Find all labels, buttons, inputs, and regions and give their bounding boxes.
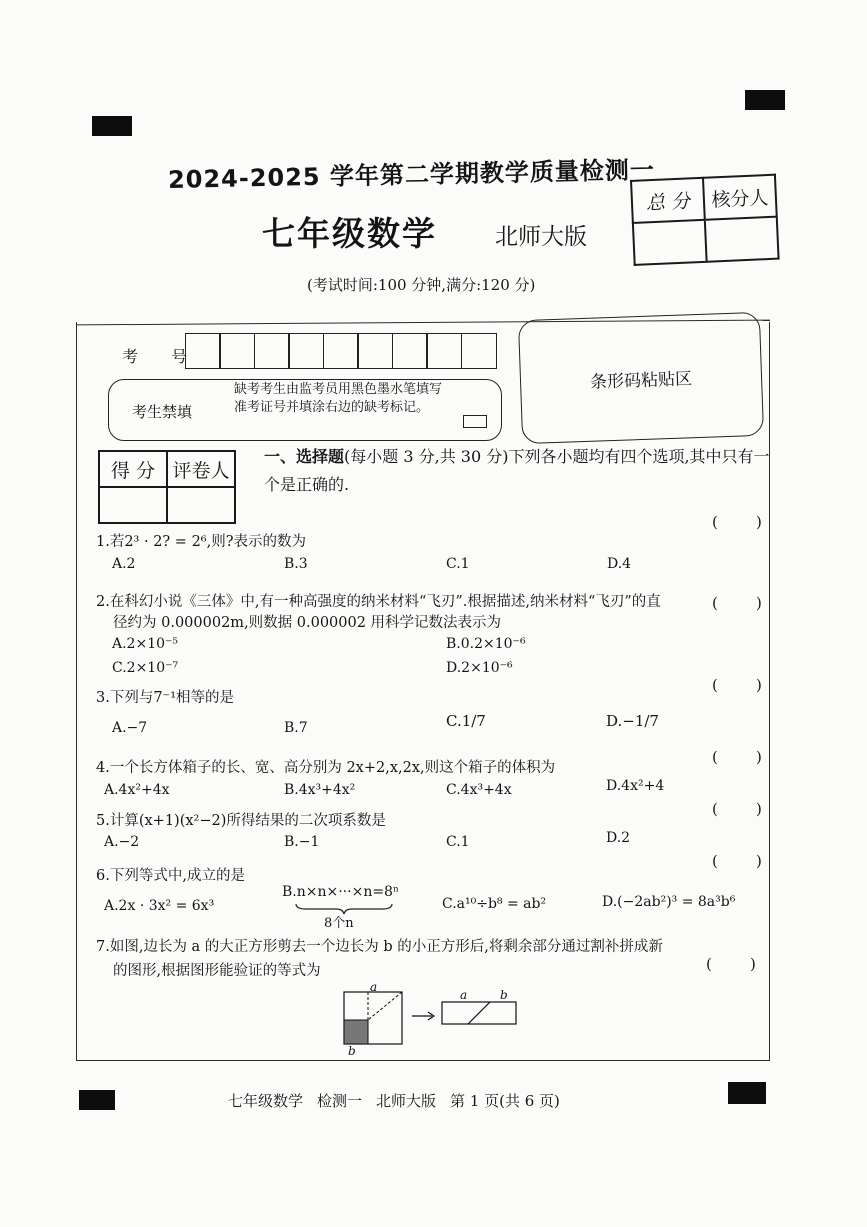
q4-option-a: A.4x²+4x: [104, 782, 170, 798]
exam-title: 2024-2025 学年第二学期教学质量检测一: [167, 155, 656, 194]
section-score-table: [98, 450, 236, 524]
question-2-stem-cont: 径约为 0.000002m,则数据 0.000002 用科学记数法表示为: [113, 615, 502, 631]
q5-option-d: D.2: [606, 830, 631, 846]
barcode-label: 条形码粘贴区: [589, 368, 693, 393]
digit-box[interactable]: [323, 333, 359, 369]
answer-paren-2[interactable]: ( ): [712, 594, 762, 612]
section-score-cell[interactable]: [99, 487, 167, 523]
question-5-stem: 5.计算(x+1)(x²−2)所得结果的二次项系数是: [96, 813, 386, 829]
q6-option-c: C.a¹⁰÷b⁸ = ab²: [442, 896, 547, 912]
q3-option-b: B.7: [284, 720, 308, 736]
registration-mark-top-right: [745, 90, 785, 110]
footer-edition: 北师大版: [376, 1092, 437, 1110]
digit-box[interactable]: [288, 333, 324, 369]
registration-mark-bottom-left: [79, 1090, 115, 1110]
subject-title: 七年级数学: [262, 214, 437, 253]
q5-option-b: B.−1: [284, 834, 320, 850]
question-3-stem: 3.下列与7⁻¹相等的是: [96, 690, 235, 706]
exam-number-label: 考 号: [122, 347, 202, 366]
q1-option-b: B.3: [284, 556, 308, 572]
barcode-area: [518, 312, 764, 444]
q1-option-d: D.4: [607, 556, 632, 572]
q2-option-a: A.2×10⁻⁵: [112, 636, 179, 652]
fig2-label-a: a: [460, 988, 468, 1002]
footer-page: 第 1 页(共 6 页): [450, 1092, 560, 1110]
answer-paren-7[interactable]: ( ): [706, 955, 756, 973]
exam-number-boxes[interactable]: [186, 333, 497, 369]
q1-option-a: A.2: [112, 556, 136, 572]
q6-option-a: A.2x · 3x² = 6x³: [104, 898, 215, 914]
absent-label: 考生禁填: [132, 403, 193, 421]
section-score-header: 得 分: [99, 451, 167, 487]
q6-option-d: D.(−2ab²)³ = 8a³b⁶: [602, 894, 736, 910]
registration-mark-bottom-right: [728, 1082, 766, 1104]
q4-option-d: D.4x²+4: [606, 778, 665, 794]
q6-option-b-under: 8个n: [324, 916, 354, 931]
q5-option-a: A.−2: [104, 834, 140, 850]
fig-label-a: a: [370, 980, 378, 994]
question-7-stem: 7.如图,边长为 a 的大正方形剪去一个边长为 b 的小正方形后,将剩余部分通过割补拼成新: [96, 939, 663, 955]
registration-mark-top-left: [92, 116, 132, 136]
checker-header: 核分人: [703, 175, 777, 220]
absent-instructions: 缺考考生由监考员用黑色墨水笔填写准考证号并填涂右边的缺考标记。: [234, 382, 443, 415]
q3-option-c: C.1/7: [446, 712, 486, 730]
time-note: (考试时间:100 分钟,满分:120 分): [307, 276, 536, 294]
absent-mark-box[interactable]: [463, 415, 487, 428]
page-footer: [228, 1090, 574, 1111]
q5-option-c: C.1: [446, 834, 470, 850]
question-2-stem: 2.在科幻小说《三体》中,有一种高强度的纳米材料“飞刃”.根据描述,纳米材料“飞刃”的直: [96, 594, 661, 610]
question-7-stem-cont: 的图形,根据图形能验证的等式为: [113, 963, 321, 979]
q3-option-a: A.−7: [112, 720, 148, 736]
question-4-stem: 4.一个长方体箱子的长、宽、高分别为 2x+2,x,2x,则这个箱子的体积为: [96, 760, 556, 776]
digit-box[interactable]: [219, 333, 255, 369]
section-title: 一、选择题: [264, 447, 345, 466]
q6-option-b: B.n×n×···×n=8ⁿ: [282, 884, 400, 900]
fig2-label-b: b: [500, 988, 508, 1002]
answer-paren-6[interactable]: ( ): [712, 852, 762, 870]
q3-option-d: D.−1/7: [606, 712, 659, 730]
question-1-stem: 1.若2³ · 2? = 2⁶,则?表示的数为: [96, 534, 306, 550]
edition-label: 北师大版: [495, 224, 587, 250]
fig-label-b: b: [348, 1044, 356, 1058]
q4-option-b: B.4x³+4x²: [284, 782, 356, 798]
q2-option-b: B.0.2×10⁻⁶: [446, 636, 526, 652]
digit-box[interactable]: [185, 333, 221, 369]
digit-box[interactable]: [357, 333, 393, 369]
total-score-table: [630, 174, 780, 266]
question-6-stem: 6.下列等式中,成立的是: [96, 868, 245, 884]
q2-option-d: D.2×10⁻⁶: [446, 660, 513, 676]
q1-option-c: C.1: [446, 556, 470, 572]
answer-paren-1[interactable]: ( ): [712, 513, 762, 531]
answer-paren-3[interactable]: ( ): [712, 676, 762, 694]
q4-option-c: C.4x³+4x: [446, 782, 512, 798]
answer-paren-5[interactable]: ( ): [712, 800, 762, 818]
checker-cell[interactable]: [705, 217, 779, 262]
digit-box[interactable]: [254, 333, 290, 369]
grader-cell[interactable]: [167, 487, 235, 523]
grader-header: 评卷人: [167, 451, 235, 487]
total-score-header: 总 分: [631, 178, 705, 223]
total-score-cell[interactable]: [633, 220, 707, 265]
q2-option-c: C.2×10⁻⁷: [112, 660, 179, 676]
digit-box[interactable]: [461, 333, 497, 369]
footer-subject: 七年级数学: [228, 1092, 304, 1110]
digit-box[interactable]: [426, 333, 462, 369]
digit-box[interactable]: [392, 333, 428, 369]
footer-test: 检测一: [317, 1092, 363, 1110]
answer-paren-4[interactable]: ( ): [712, 748, 762, 766]
section-description: (每小题 3 分,共 30 分)下列各小题均有四个选项,其中只有一个是正确的.: [264, 447, 770, 494]
section-heading: [264, 443, 774, 499]
